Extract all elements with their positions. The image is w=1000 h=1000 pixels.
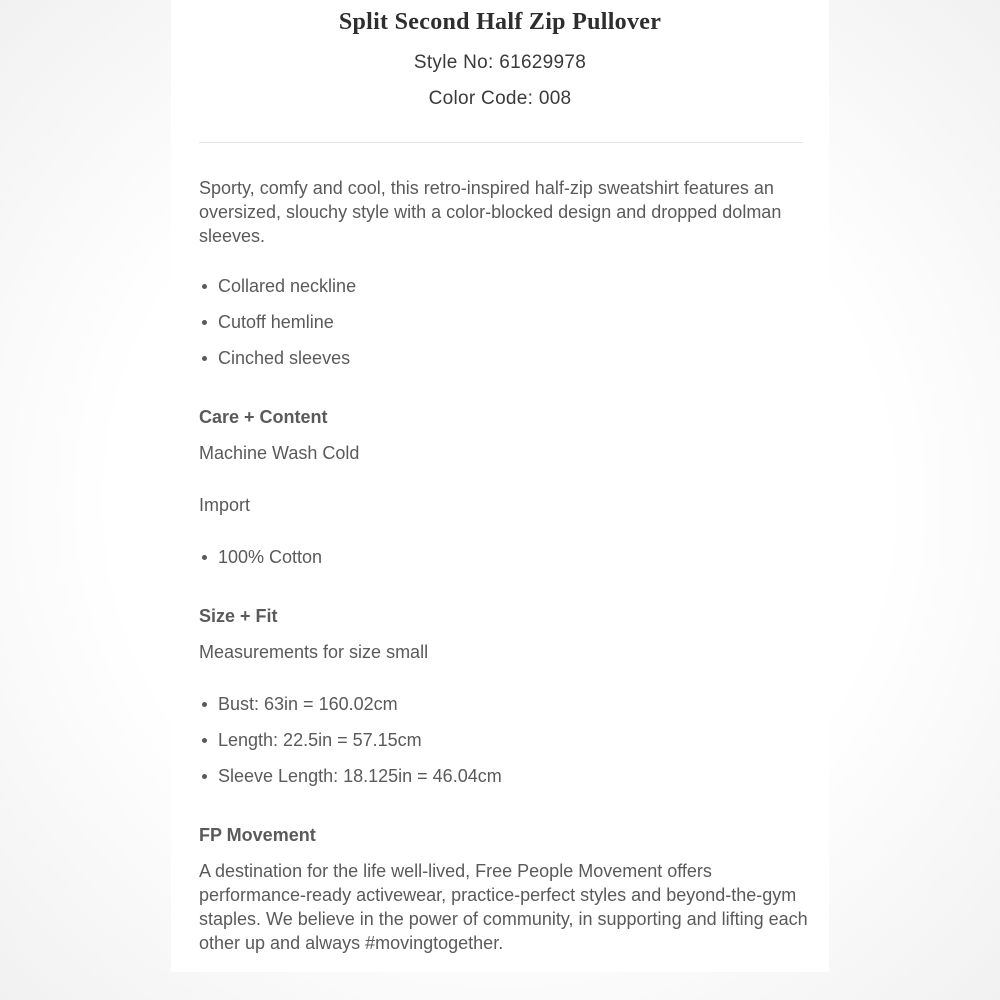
bullet-icon (202, 555, 207, 560)
style-number: Style No: 61629978 (413, 52, 587, 73)
feature-label: Cutoff hemline (218, 312, 334, 332)
color-code: Color Code: 008 (428, 88, 572, 109)
feature-list (199, 274, 809, 382)
care-wash: Machine Wash Cold (199, 443, 360, 463)
bullet-icon (202, 284, 207, 289)
measurements-list (199, 692, 809, 800)
bullet-icon (202, 320, 207, 325)
bullet-icon (202, 774, 207, 779)
measurement-label: Length: 22.5in = 57.15cm (218, 730, 422, 750)
feature-item (199, 346, 809, 382)
feature-label: Cinched sleeves (218, 348, 351, 368)
brand-heading: FP Movement (199, 825, 316, 845)
measurement-label: Bust: 63in = 160.02cm (218, 694, 398, 714)
measurement-item (199, 728, 809, 764)
size-fit-note: Measurements for size small (199, 642, 429, 662)
material-label: 100% Cotton (218, 547, 323, 567)
feature-label: Collared neckline (218, 276, 357, 296)
product-description (199, 176, 809, 955)
size-fit-heading: Size + Fit (199, 606, 278, 626)
feature-item (199, 310, 809, 346)
measurement-item (199, 692, 809, 728)
bullet-icon (202, 738, 207, 743)
product-title: Split Second Half Zip Pullover (338, 9, 662, 35)
product-details-panel (171, 0, 829, 972)
measurement-item (199, 764, 809, 800)
bullet-icon (202, 702, 207, 707)
care-heading: Care + Content (199, 407, 328, 427)
feature-item (199, 274, 809, 310)
product-header (171, 0, 829, 111)
materials-list (199, 545, 809, 581)
measurement-label: Sleeve Length: 18.125in = 46.04cm (218, 766, 502, 786)
material-item (199, 545, 809, 581)
description-intro: Sporty, comfy and cool, this retro-inspired half-zip sweatshirt features an oversized, slouchy style with a color-blocked design and dropped dolman sleeves. (199, 178, 782, 246)
header-divider (199, 142, 803, 143)
care-origin: Import (199, 495, 251, 515)
bullet-icon (202, 356, 207, 361)
brand-description: A destination for the life well-lived, Free People Movement offers performance-ready activewear, practice-perfect styles and beyond-the-gym staples. We believe in the power of community, in supporting and lifting each other up and always #movingtogether. (199, 861, 808, 953)
